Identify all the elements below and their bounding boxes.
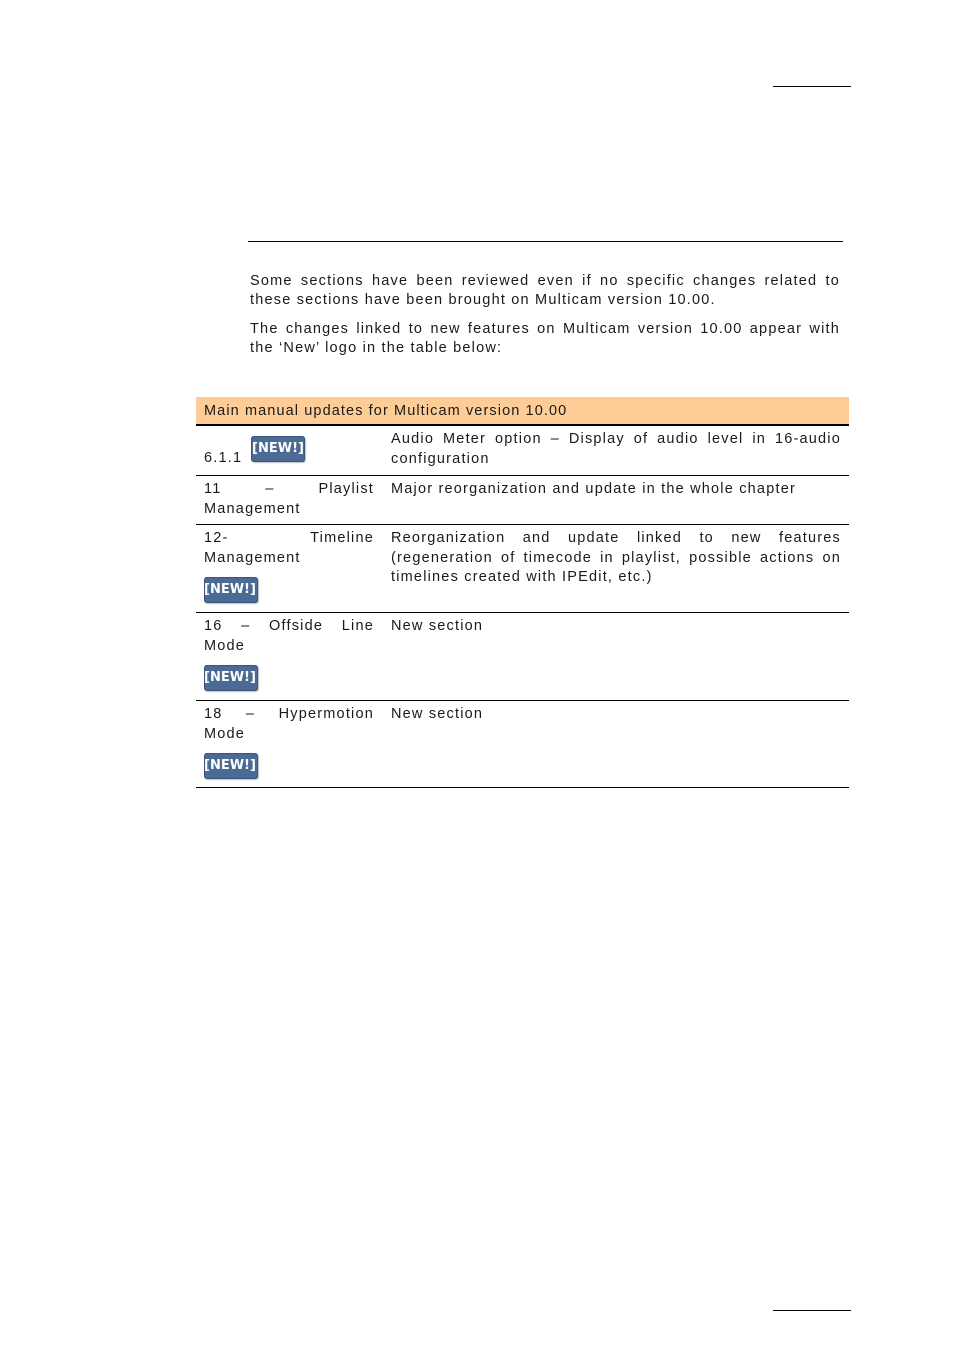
new-badge-icon: [NEW!] bbox=[204, 577, 258, 603]
description-cell: Major reorganization and update in the whole chapter bbox=[391, 481, 796, 497]
description-cell: New section bbox=[391, 618, 484, 634]
description-cell: New section bbox=[391, 706, 484, 722]
description-cell: Reorganization and update linked to new features (regeneration of timecode in playlist, possible actions on timelines created with IPEdit, etc.) bbox=[391, 530, 841, 585]
section-cell bbox=[204, 617, 374, 691]
section-cell: 11 – Playlist Management bbox=[204, 481, 374, 517]
section-number: 6.1.1 bbox=[204, 450, 243, 466]
description-cell: Audio Meter option – Display of audio level in 16-audio configuration bbox=[391, 431, 841, 467]
section-cell bbox=[204, 529, 374, 603]
table-row bbox=[196, 426, 849, 476]
intro-paragraph-2: The changes linked to new features on Multicam version 10.00 appear with the ‘New’ logo in the table below: bbox=[250, 321, 840, 356]
section-title: 16 – Offside Line Mode bbox=[204, 618, 374, 654]
new-badge-icon: [NEW!] bbox=[251, 436, 305, 462]
updates-table bbox=[196, 397, 849, 788]
section-title: 18 – Hypermotion Mode bbox=[204, 706, 374, 742]
section-title-rule bbox=[248, 241, 843, 242]
footer-rule bbox=[773, 1310, 851, 1311]
table-row bbox=[196, 613, 849, 701]
section-cell bbox=[204, 705, 374, 779]
header-rule bbox=[773, 86, 851, 87]
intro-paragraph-1: Some sections have been reviewed even if no specific changes related to these sections have been brought on Multicam version 10.00. bbox=[250, 273, 840, 308]
table-header: Main manual updates for Multicam version 10.00 bbox=[196, 397, 849, 426]
table-row bbox=[196, 701, 849, 788]
new-badge-icon: [NEW!] bbox=[204, 665, 258, 691]
table-row bbox=[196, 525, 849, 613]
table-row bbox=[196, 476, 849, 525]
section-title: 12- Timeline Management bbox=[204, 530, 374, 566]
new-badge-icon: [NEW!] bbox=[204, 753, 258, 779]
